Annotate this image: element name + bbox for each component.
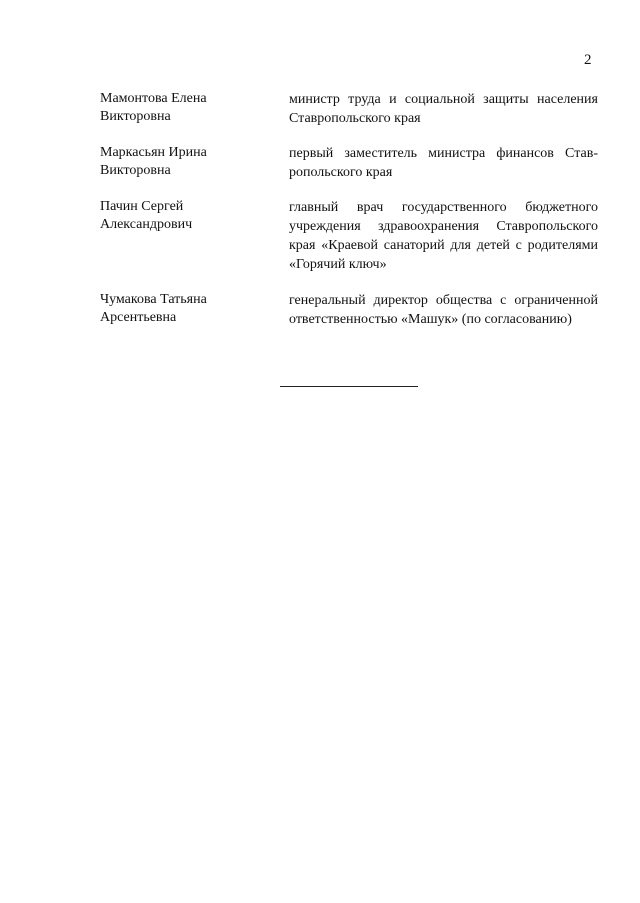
end-divider [280,386,418,387]
person-position: министр труда и социальной защиты населения Ставропольского края [289,92,598,126]
person-name: Мамонтова Елена Викторовна [100,91,207,124]
person-name: Пачин Сергей Александрович [100,199,193,232]
person-position: генеральный директор общества с ограниченной ответственностью «Машук» (по согласованию) [289,293,598,327]
list-item [100,198,598,274]
list-item [100,90,598,128]
person-name: Чумакова Татьяна Арсентьевна [100,292,207,325]
list-item [100,291,598,329]
list-item [100,144,598,182]
person-name: Маркасьян Ирина Викторовна [100,145,207,178]
person-position: первый заместитель министра финансов Ставропольского края [289,146,598,180]
page-number: 2 [584,52,592,68]
member-list [100,90,598,345]
person-position: главный врач государственного бюджетного учреждения здравоохранения Ставропольского края «Краевой санаторий для детей с родителями «Горячий ключ» [289,200,598,272]
